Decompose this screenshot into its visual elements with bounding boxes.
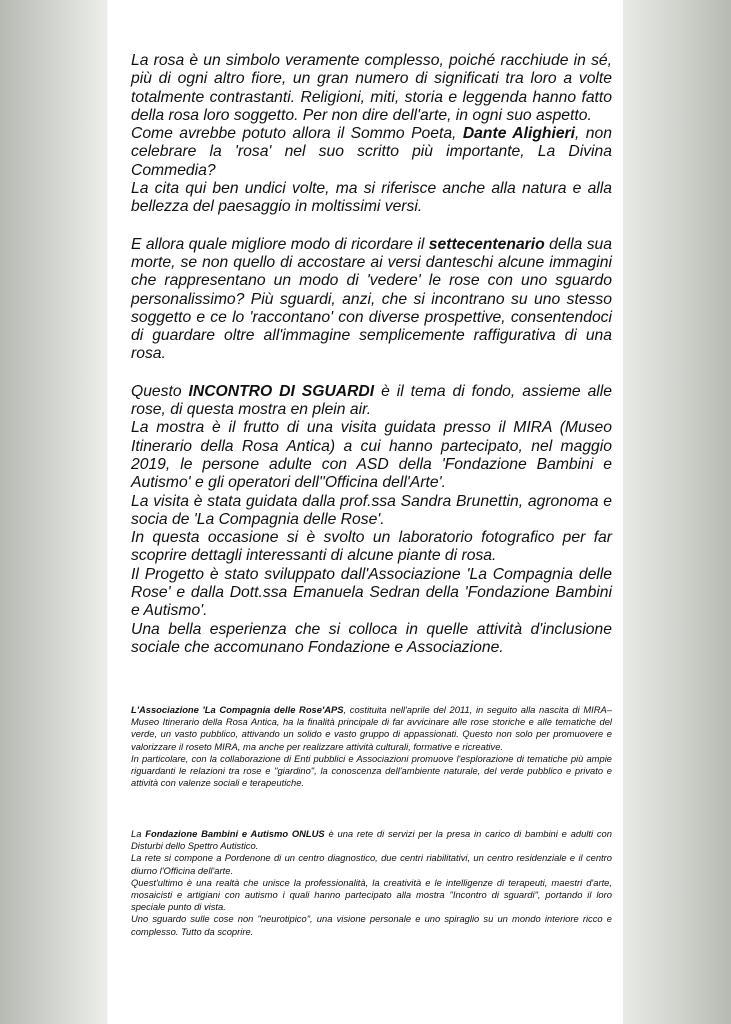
bold-settecentenario: settecentenario (428, 235, 545, 253)
text-span: è una rete di servizi per la presa in carico di bambini e adulti con Disturbi dello Spettro Autistico. (131, 828, 612, 852)
bold-dante: Dante Alighieri (462, 125, 576, 143)
bold-foundation: Fondazione Bambini e Autismo ONLUS (145, 828, 325, 839)
paragraph-mostra: La mostra è il frutto di una visita guidata presso il MIRA (Museo Itinerario della Rosa Antica) a cui hanno partecipato, nel maggio 2019, le persone adulte con ASD della 'Fondazione Bambini e Autismo' e gli operatori dell''Officina dell'Arte'. (131, 419, 612, 492)
text-span: La (131, 828, 146, 839)
paragraph-settecentenario (131, 236, 612, 364)
note-foundation (131, 828, 612, 938)
note-foundation-p3: Quest'ultimo è una realtà che unisce la professionalità, la creatività e le intelligenze di terapeuti, maestri d'arte, mosaicisti e artigiani con autismo i quali hanno partecipato alla mostra "Incontro di sguardi", portando il loro speciale punto di vista. (131, 876, 612, 913)
spacer (131, 364, 612, 383)
paragraph-laboratorio: In questa occasione si è svolto un laboratorio fotografico per far scoprire dettagli interessanti di alcune piante di rosa. (131, 529, 612, 565)
paragraph-dante (131, 125, 612, 180)
text-span: Come avrebbe potuto allora il Sommo Poeta, (131, 125, 463, 143)
text-span: , costituita nell'aprile del 2011, in seguito alla nascita di MIRA–Museo Itinerario della Rosa Antica, ha la finalità principale di far avvicinare alle rose storiche e alle tematiche del verde, un vasto pubblico, attivando un solido e vasto gruppo di appassionati. Questo non solo per promuovere e valorizzare il roseto MIRA, ma anche per realizzare attività culturali, formative e ricreative. (131, 704, 612, 752)
note-association-p1 (131, 704, 612, 753)
text-span: Questo (131, 382, 189, 400)
paragraph-progetto: Il Progetto è stato sviluppato dall'Associazione 'La Compagnia delle Rose' e dalla Dott.ssa Emanuela Sedran della 'Fondazione Bambini e Autismo'. (131, 565, 612, 620)
bold-incontro: INCONTRO DI SGUARDI (188, 382, 375, 400)
note-association (131, 704, 612, 789)
note-foundation-p4: Uno sguardo sulle cose non "neurotipico", una visione personale e uno spiraglio su un mondo interiore ricco e complesso. Tutto da scoprire. (131, 913, 612, 937)
paragraph-undici-volte: La cita qui ben undici volte, ma si riferisce anche alla natura e alla bellezza del paesaggio in moltissimi versi. (131, 180, 612, 216)
paragraph-rose-symbol: La rosa è un simbolo veramente complesso, poiché racchiude in sé, più di ogni altro fiore, un gran numero di significati tra loro a volte totalmente contrastanti. Religioni, miti, storia e leggenda hanno fatto della rosa loro soggetto. Per non dire dell'arte, in ogni suo aspetto. (131, 52, 612, 124)
note-foundation-p2: La rete si compone a Pordenone di un centro diagnostico, due centri riabilitativi, un centro residenziale e il centro diurno l'Officina dell'arte. (131, 852, 612, 876)
note-foundation-p1 (131, 828, 612, 852)
text-span: della sua morte, se non quello di accostare ai versi danteschi alcune immagini che rappresentano un modo di 'vedere' le rose con uno sguardo personalissimo? Più sguardi, anzi, che si incontrano su uno stesso soggetto e ce lo 'raccontano' con diverse prospettive, consentendoci di guardare oltre all'immagine semplicemente raffigurativa di una rosa. (131, 235, 612, 363)
text-span: E allora quale migliore modo di ricordare il (131, 235, 429, 253)
note-association-p2: In particolare, con la collaborazione di Enti pubblici e Associazioni promuove l'esplorazione di tematiche più ampie riguardanti le relazioni tra rose e "giardino", la conoscenza dell'ambiente naturale, del verde pubblico e privato e attività con valenze sociali e terapeutiche. (131, 752, 612, 789)
paragraph-esperienza: Una bella esperienza che si colloca in quelle attività d'inclusione sociale che accomunano Fondazione e Associazione. (131, 620, 612, 656)
text-span: è il tema di fondo, assieme alle rose, di questa mostra en plein air. (131, 382, 612, 419)
bold-association: L'Associazione 'La Compagnia delle Rose'APS (131, 704, 344, 715)
spacer (131, 217, 612, 236)
paragraph-incontro (131, 383, 612, 420)
paragraph-visita: La visita è stata guidata dalla prof.ssa Sandra Brunettin, agronoma e socia de 'La Compagnia delle Rose'. (131, 492, 612, 528)
text-span: , non celebrare la 'rosa' nel suo scritto più importante, La Divina Commedia? (131, 125, 612, 179)
main-text (131, 52, 612, 657)
